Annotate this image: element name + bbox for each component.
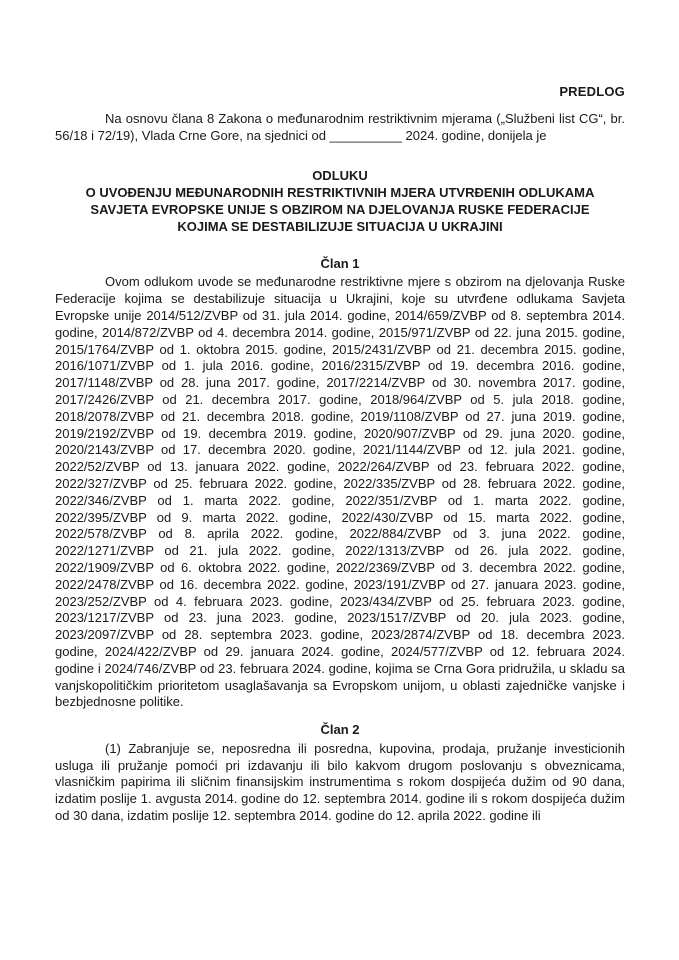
intro-paragraph: Na osnovu člana 8 Zakona o međunarodnim restriktivnim mjerama („Službeni list CG“, br. 56/18 i 72/19), Vlada Crne Gore, na sjednici od __________ 2024. godine, donijela je	[55, 110, 625, 143]
decision-subtitle-line-2: SAVJETA EVROPSKE UNIJE S OBZIROM NA DJELOVANJA RUSKE FEDERACIJE	[90, 201, 590, 217]
decision-subtitle-line-1: O UVOĐENJU MEĐUNARODNIH RESTRIKTIVNIH MJERA UTVRĐENIH ODLUKAMA	[85, 185, 595, 201]
article-1-heading: Član 1	[320, 255, 360, 271]
document-label-predlog: PREDLOG	[559, 84, 625, 99]
article-2-text: (1) Zabranjuje se, neposredna ili posredna, kupovina, prodaja, pružanje investicionih usluga ili pružanje pomoći pri izdavanju ili bilo kakvom drugom poslovanju s obveznicama, vlasničkim papirima ili sličnim finansijskim instrumentima s rokom dospijeća dužim od 90 dana, izdatim poslije 1. avgusta 2014. godine do 12. septembra 2014. godine ili s rokom dospijeća dužim od 30 dana, izdatim poslije 12. septembra 2014. godine do 12. aprila 2022. godine ili	[55, 740, 625, 824]
decision-subtitle-line-3: KOJIMA SE DESTABILIZUJE SITUACIJA U UKRAJINI	[177, 218, 503, 234]
article-2-heading: Član 2	[320, 722, 360, 738]
article-1-text: Ovom odlukom uvode se međunarodne restriktivne mjere s obzirom na djelovanja Ruske Federacije kojima se destabilizuje situacija u Ukrajini, koje su utvrđene odlukama Savjeta Evropske unije 2014/512/ZVBP od 31. jula 2014. godine, 2014/659/ZVBP od 8. septembra 2014. godine, 2014/872/ZVBP od 4. decembra 2014. godine, 2015/971/ZVBP od 22. juna 2015. godine, 2015/1764/ZVBP od 1. oktobra 2015. godine, 2015/2431/ZVBP od 21. decembra 2015. godine, 2016/1071/ZVBP od 1. jula 2016. godine, 2016/2315/ZVBP od 19. decembra 2016. godine, 2017/1148/ZVBP od 28. juna 2017. godine, 2017/2214/ZVBP od 30. novembra 2017. godine, 2017/2426/ZVBP od 21. decembra 2017. godine, 2018/964/ZVBP od 5. jula 2018. godine, 2018/2078/ZVBP od 21. decembra 2018. godine, 2019/1108/ZVBP od 27. juna 2019. godine, 2019/2192/ZVBP od 19. decembra 2019. godine, 2020/907/ZVBP od 29. juna 2020. godine, 2020/2143/ZVBP od 17. decembra 2020. godine, 2021/1144/ZVBP od 12. jula 2021. godine, 2022/52/ZVBP od 13. januara 2022. godine, 2022/264/ZVBP od 23. februara 2022. godine, 2022/327/ZVBP od 25. februara 2022. godine, 2022/335/ZVBP od 28. februara 2022. godine, 2022/346/ZVBP od 1. marta 2022. godine, 2022/351/ZVBP od 1. marta 2022. godine, 2022/395/ZVBP od 9. marta 2022. godine, 2022/430/ZVBP od 15. marta 2022. godine, 2022/578/ZVBP od 8. aprila 2022. godine, 2022/884/ZVBP od 3. juna 2022. godine, 2022/1271/ZVBP od 21. jula 2022. godine, 2022/1313/ZVBP od 26. jula 2022. godine, 2022/1909/ZVBP od 6. oktobra 2022. godine, 2022/2369/ZVBP od 3. decembra 2022. godine, 2022/2478/ZVBP od 16. decembra 2022. godine, 2023/191/ZVBP od 27. januara 2023. godine, 2023/252/ZVBP od 4. februara 2023. godine, 2023/434/ZVBP od 25. februara 2023. godine, 2023/1217/ZVBP od 23. juna 2023. godine, 2023/1517/ZVBP od 20. jula 2023. godine, 2023/2097/ZVBP od 28. septembra 2023. godine, 2023/2874/ZVBP od 18. decembra 2023. godine, 2024/422/ZVBP od 29. januara 2024. godine, 2024/577/ZVBP od 12. februara 2024. godine i 2024/746/ZVBP od 23. februara 2024. godine, kojima se Crna Gora pridružila, u skladu sa vanjskopolitičkim prioritetom usaglašavanja sa Evropskom unijom, u oblasti zajedničke vanjske i bezbjednosne politike.	[55, 274, 625, 710]
decision-title: ODLUKU	[312, 168, 368, 184]
decision-title-block	[55, 168, 625, 235]
